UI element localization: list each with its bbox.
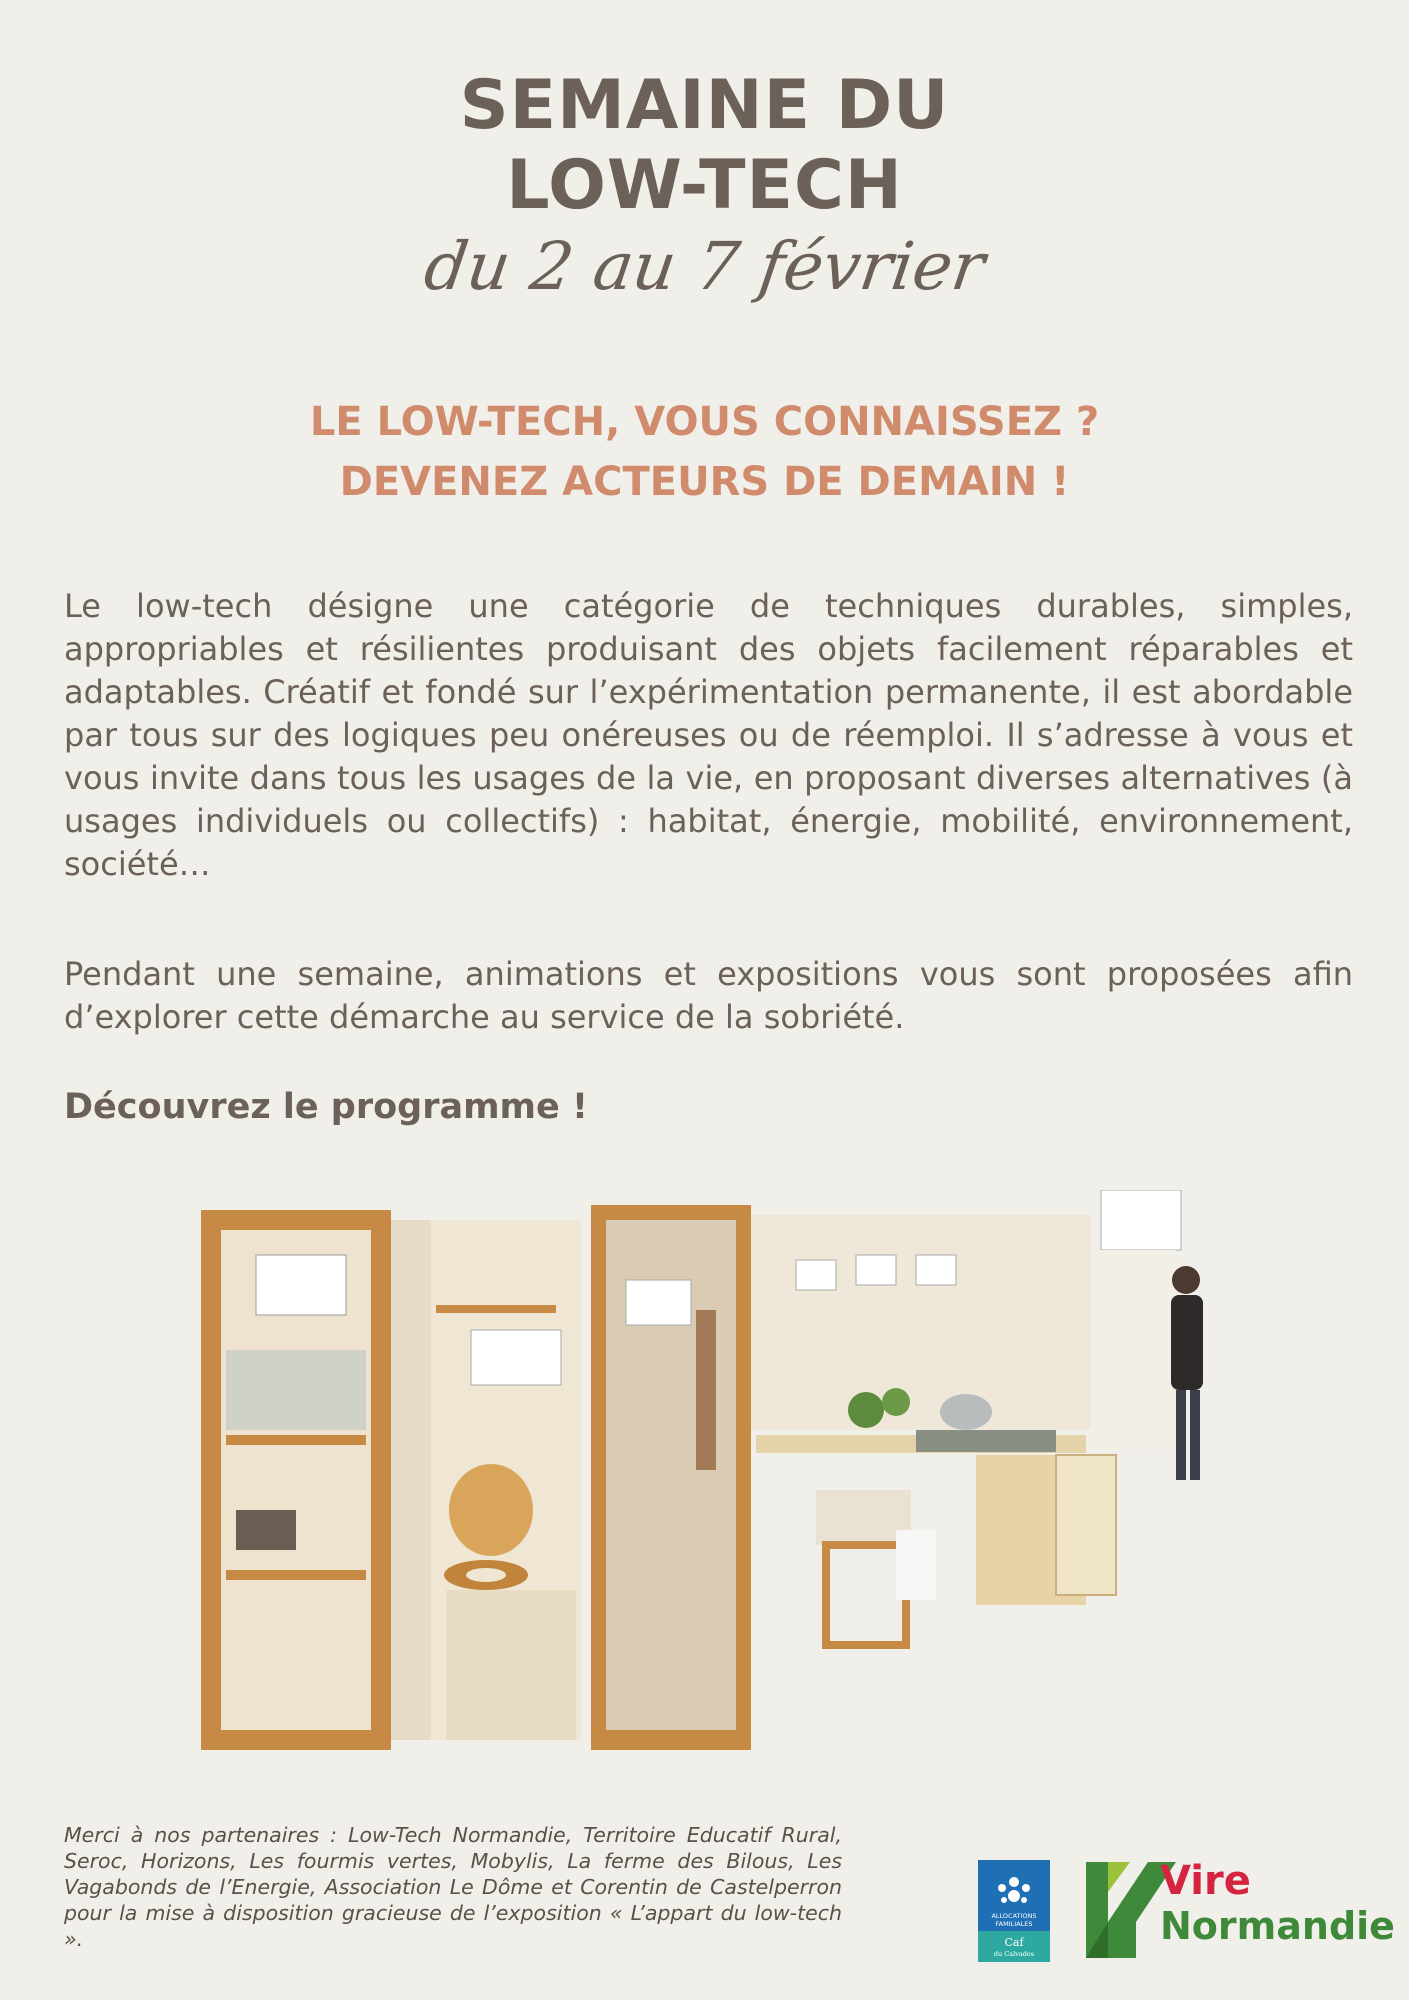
headline-question: LE LOW-TECH, VOUS CONNAISSEZ ? [309,399,1100,445]
caf-text-line3: Caf [1004,1936,1024,1949]
program-link-text: Découvrez le programme ! [64,1087,588,1127]
headline-call-to-action: DEVENEZ ACTEURS DE DEMAIN ! [339,459,1070,505]
vire-normandie-logo [1078,1852,1395,1962]
dry-toilet-unit [431,1220,581,1740]
exhibition-photo [196,1190,1236,1760]
partners-acknowledgement: Merci à nos partenaires : Low-Tech Normandie, Territoire Educatif Rural, Seroc, Horizons, Les fourmis vertes, Mobylis, La ferme des Bilous, Les Vagabonds de l’Energie, Association Le Dôme et Corentin de Castelperron pour la mise à disposition gracieuse de l’exposition « L’appart du low-tech ». [64,1823,842,1951]
vire-word: Vire [1160,1858,1251,1904]
event-dates: du 2 au 7 février [419,228,990,305]
week-paragraph: Pendant une semaine, animations et expositions vous sont proposées afin d’explorer cette démarche au service de la sobriété. [64,955,1353,1036]
caf-text-line1: ALLOCATIONS [991,1912,1037,1920]
caf-calvados-logo [978,1860,1050,1962]
page-title-line1: SEMAINE DU [459,66,950,145]
kitchen-unit [751,1215,1116,1645]
page-title-line2: LOW-TECH [506,146,903,225]
normandie-word: Normandie [1160,1904,1395,1948]
shower-cabin [591,1205,751,1750]
intro-paragraph: Le low-tech désigne une catégorie de techniques durables, simples, appropriables et résilientes produisant des objets facilement réparables et adaptables. Créatif et fondé sur l’expérimentation permanente, il est abordable par tous sur des logiques peu onéreuses ou de réemploi. Il s’adresse à vous et vous invite dans tous les usages de la vie, en proposant diverses alternatives (à usages individuels ou collectifs) : habitat, énergie, mobilité, environnement, société… [64,587,1353,883]
shelving-unit [201,1210,391,1750]
caf-text-line4: du Calvados [993,1950,1035,1958]
caf-text-line2: FAMILIALES [995,1920,1033,1928]
